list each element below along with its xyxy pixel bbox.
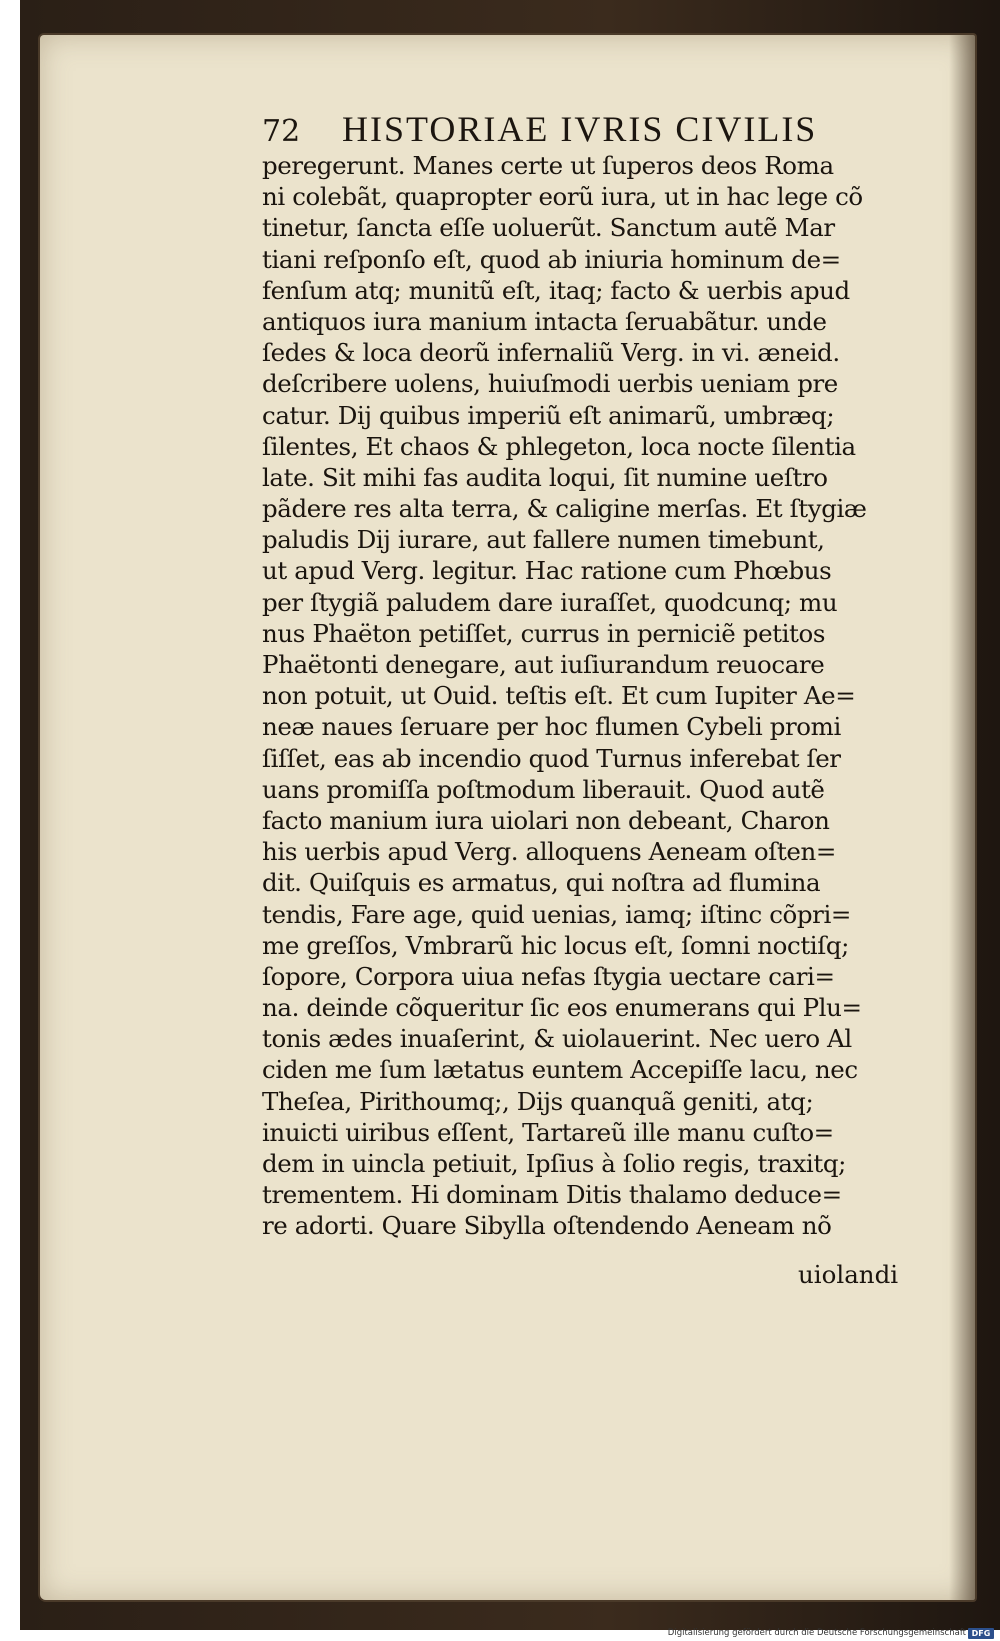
text-line: dit. Quiſquis es armatus, qui noſtra ad flumina	[262, 868, 821, 898]
text-line: tendis, Fare age, quid uenias, iamq; iſtinc cõpri=	[262, 899, 852, 929]
text-line: ſiſſet, eas ab incendio quod Turnus inferebat ſer	[262, 743, 841, 773]
text-line: uans promiſſa poſtmodum liberauit. Quod autẽ	[262, 774, 825, 804]
text-line: per ſtygiã paludem dare iuraſſet, quodcunq; mu	[262, 587, 838, 617]
page-number: 72	[262, 114, 301, 149]
text-line: facto manium iura uiolari non debeant, Charon	[262, 805, 830, 835]
text-line: Phaëtonti denegare, aut iuſiurandum reuocare	[262, 650, 825, 679]
funding-note: Digitalisierung gefördert durch die Deutsche Forschungsgemeinschaft	[667, 1628, 966, 1638]
running-title: HISTORIAE IVRIS CIVILIS	[342, 109, 818, 149]
page-header	[262, 108, 902, 150]
text-line: inuicti uiribus eſſent, Tartareũ ille manu cuſto=	[262, 1117, 834, 1147]
text-line: trementem. Hi dominam Ditis thalamo deduce=	[262, 1180, 842, 1210]
catchword: uiolandi	[798, 1260, 899, 1289]
text-line: pãdere res alta terra, & caligine merſas. Et ſtygiæ	[262, 494, 867, 524]
text-line: paludis Dij iurare, aut fallere numen timebunt,	[262, 525, 825, 555]
text-line: ſilentes, Et chaos & phlegeton, loca nocte ſilentia	[262, 431, 856, 461]
text-line: ſopore, Corpora uiua nefas ſtygia uectare cari=	[262, 961, 835, 991]
text-line: tonis ædes inuaſerint, & uiolauerint. Nec uero Al	[262, 1024, 852, 1054]
text-line: catur. Dij quibus imperiũ eſt animarũ, umbræq;	[262, 400, 835, 430]
text-line: me greſſos, Vmbrarũ hic locus eſt, ſomni noctiſq;	[262, 930, 850, 960]
text-line: tinetur, ſancta eſſe uoluerũt. Sanctum autẽ Mar	[262, 213, 835, 243]
text-line: tiani reſponſo eſt, quod ab iniuria hominum de=	[262, 244, 841, 274]
text-line: na. deinde cõqueritur ſic eos enumerans qui Plu=	[262, 993, 862, 1023]
dfg-logo-icon: DFG	[968, 1628, 994, 1639]
text-line: ciden me ſum lætatus euntem Accepiſſe lacu, nec	[262, 1055, 858, 1085]
body-text	[262, 150, 922, 1242]
text-line: antiquos iura manium intacta ſeruabãtur. unde	[262, 306, 827, 336]
text-line: non potuit, ut Ouid. teſtis eſt. Et cum Iupiter Ae=	[262, 681, 856, 711]
text-line: neæ naues ſeruare per hoc flumen Cybeli promi	[262, 712, 841, 742]
text-line: re adorti. Quare Sibylla oſtendendo Aeneam nõ	[262, 1211, 832, 1241]
text-line: nus Phaëton petiſſet, currus in perniciẽ petitos	[262, 618, 826, 648]
text-line: late. Sit mihi fas audita loqui, ſit numine ueſtro	[262, 462, 828, 492]
text-line: ni colebãt, quapropter eorũ iura, ut in hac lege cõ	[262, 182, 863, 212]
text-line: deſcribere uolens, huiuſmodi uerbis ueniam pre	[262, 369, 838, 399]
text-line: ſedes & loca deorũ infernaliũ Verg. in vi. æneid.	[262, 338, 840, 368]
text-line: his uerbis apud Verg. alloquens Aeneam oſten=	[262, 837, 836, 867]
text-line: dem in uincla petiuit, Ipſius à ſolio regis, traxitq;	[262, 1149, 846, 1178]
text-line: fenſum atq; munitũ eſt, itaq; facto & uerbis apud	[262, 275, 850, 305]
text-line: ut apud Verg. legitur. Hac ratione cum Phœbus	[262, 556, 832, 586]
text-line: peregerunt. Manes certe ut ſuperos deos Roma	[262, 151, 834, 180]
text-line: Theſea, Pirithoumq;, Dijs quanquã geniti, atq;	[262, 1086, 814, 1116]
